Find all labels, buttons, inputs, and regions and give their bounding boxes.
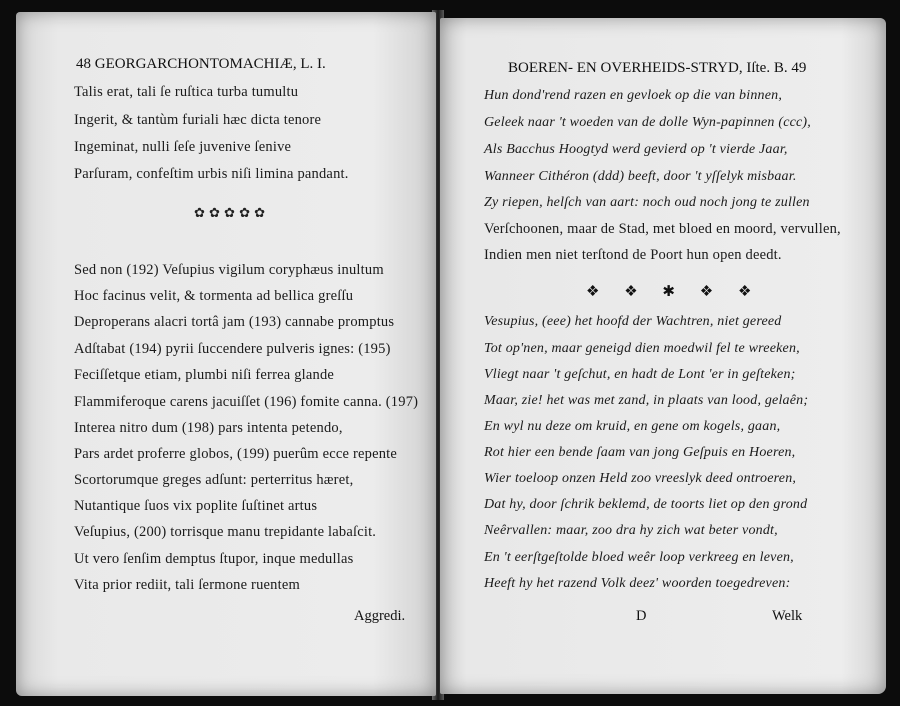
right-line: Heeft hy het razend Volk deez' woorden toegedreven:: [484, 576, 791, 591]
left-line: Nutantique ſuos vix poplite ſuſtinet artus: [74, 498, 318, 514]
left-line: Deproperans alacri tortâ jam (193) cannabe promptus: [74, 314, 395, 330]
right-line: Dat hy, door ſchrik beklemd, de toorts liet op den grond: [484, 497, 808, 512]
fleuron-ornament: ✿ ✿ ✿ ✿ ✿: [194, 206, 265, 221]
left-line: Parſuram, confeſtim urbis niſi limina pandant.: [74, 166, 349, 182]
right-line: Als Bacchus Hoogtyd werd gevierd op 't vierde Jaar,: [484, 142, 788, 157]
right-line: Tot op'nen, maar geneigd dien moedwil fel te wreeken,: [484, 341, 800, 356]
right-catchword: Welk: [772, 608, 803, 624]
fleuron-ornament: ❖ ❖ ✱ ❖ ❖: [586, 282, 762, 300]
right-line: Verſchoonen, maar de Stad, met bloed en moord, vervullen,: [484, 221, 841, 237]
left-line: Ingeminat, nulli ſeſe juvenive ſenive: [74, 139, 292, 155]
right-page-header: BOEREN- EN OVERHEIDS-STRYD, Iſte. B. 49: [508, 60, 807, 76]
right-line: Wier toeloop onzen Held zoo vreeslyk deed ontroeren,: [484, 471, 797, 486]
left-line: Hoc facinus velit, & tormenta ad bellica greſſu: [74, 288, 354, 304]
right-line: Hun dond'rend razen en gevloek op die van binnen,: [484, 88, 783, 103]
right-line: En wyl nu deze om kruid, en gene om kogels, gaan,: [484, 419, 781, 434]
right-line: En 't eerſtgeſtolde bloed weêr loop verkreeg en leven,: [484, 550, 794, 565]
left-line: Pars ardet proferre globos, (199) puerûm ecce repente: [74, 446, 398, 462]
left-line: Flammiferoque carens jacuiſſet (196) fomite canna. (197): [74, 394, 419, 410]
left-line: Vita prior rediit, tali ſermone ruentem: [74, 577, 300, 593]
left-line: Ingerit, & tantùm furiali hæc dicta tenore: [74, 112, 322, 128]
right-line: Vliegt naar 't geſchut, en hadt de Lont 'er in geſteken;: [484, 367, 796, 382]
left-line: Adſtabat (194) pyrii ſuccendere pulveris ignes: (195): [74, 341, 391, 357]
right-line: Rot hier een bende ſaam van jong Geſpuis en Hoeren,: [484, 445, 796, 460]
signature-mark: D: [636, 608, 647, 624]
left-line: Scortorumque greges adſunt: perterritus hæret,: [74, 472, 354, 488]
right-line: Maar, zie! het was met zand, in plaats van lood, gelaên;: [484, 393, 809, 408]
right-line: Wanneer Cithéron (ddd) beeft, door 't yſſelyk misbaar.: [484, 169, 797, 184]
left-page: [16, 12, 436, 696]
left-line: Talis erat, tali ſe ruſtica turba tumultu: [74, 84, 299, 100]
left-line: Sed non (192) Veſupius vigilum coryphæus inultum: [74, 262, 384, 278]
left-catchword: Aggredi.: [354, 608, 406, 624]
left-page-header: 48 GEORGARCHONTOMACHIÆ, L. I.: [76, 56, 326, 72]
left-line: Ut vero ſenſim demptus ſtupor, inque medullas: [74, 551, 354, 567]
right-line: Geleek naar 't woeden van de dolle Wyn-papinnen (ccc),: [484, 115, 811, 130]
left-line: Feciſſetque etiam, plumbi niſi ferrea glande: [74, 367, 335, 383]
left-line: Veſupius, (200) torrisque manu trepidante labaſcit.: [74, 524, 377, 540]
left-line: Interea nitro dum (198) pars intenta petendo,: [74, 420, 343, 436]
right-line: Zy riepen, helſch van aart: noch oud noch jong te zullen: [484, 195, 810, 210]
right-line: Neêrvallen: maar, zoo dra hy zich wat beter vondt,: [484, 523, 778, 538]
right-line: Indien men niet terſtond de Poort hun open deedt.: [484, 247, 782, 263]
right-page: [440, 18, 886, 694]
right-line: Vesupius, (eee) het hoofd der Wachtren, niet gereed: [484, 314, 782, 329]
